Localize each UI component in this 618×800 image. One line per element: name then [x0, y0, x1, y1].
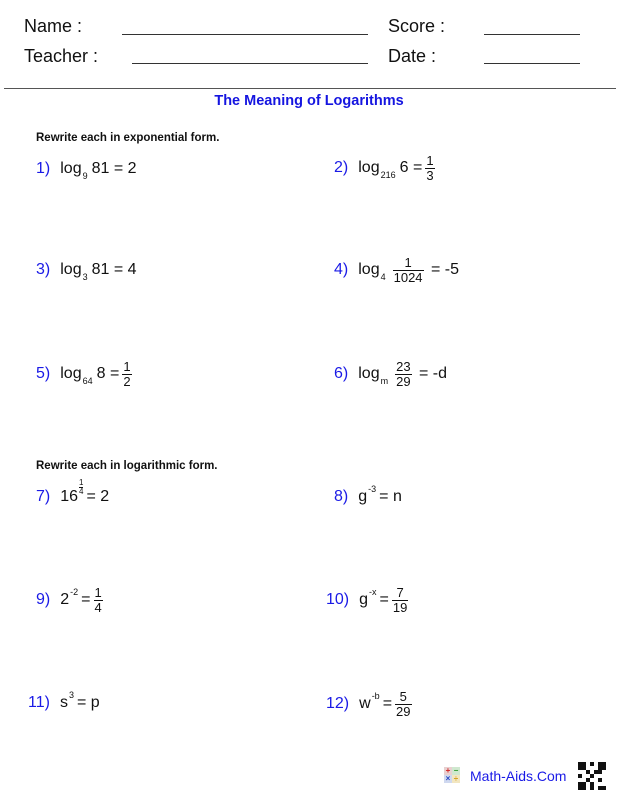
site-link[interactable]: Math-Aids.Com — [470, 768, 567, 784]
log-base: 64 — [82, 376, 93, 386]
problem-number: 4) — [334, 261, 349, 278]
log-base: m — [380, 376, 389, 386]
problem-number: 2) — [334, 159, 349, 176]
plus-glyph: + — [445, 766, 451, 775]
base: g — [359, 591, 369, 608]
denominator: 29 — [396, 373, 411, 389]
exponent: -2 — [70, 587, 79, 597]
math-aids-logo-icon — [444, 767, 460, 783]
problem-number: 7) — [36, 488, 51, 505]
problem-number: 10) — [326, 591, 350, 608]
rhs: = 4 — [113, 261, 137, 278]
log-text: log — [358, 159, 380, 176]
times-glyph: × — [445, 774, 451, 783]
denominator: 2 — [123, 373, 131, 389]
numerator: 1 — [123, 358, 131, 374]
date-field-line[interactable] — [484, 63, 580, 64]
numerator: 23 — [396, 358, 411, 374]
log-text: log — [60, 261, 82, 278]
argument-fraction — [395, 360, 411, 389]
equals: = — [382, 695, 393, 712]
exponent-fraction — [79, 479, 83, 496]
numerator: 7 — [396, 584, 404, 600]
rhs-fraction — [395, 690, 411, 719]
log-text: log — [358, 261, 380, 278]
page-title: The Meaning of Logarithms — [214, 93, 404, 109]
exponent: -b — [371, 691, 380, 701]
log-base: 9 — [82, 171, 88, 181]
header-divider — [4, 88, 616, 89]
problem-number: 9) — [36, 591, 51, 608]
score-label: Score : — [388, 16, 446, 36]
problem-10 — [326, 584, 411, 616]
problem-4 — [334, 254, 459, 286]
equals: = — [379, 591, 389, 608]
problem-5 — [36, 358, 135, 390]
problem-12 — [326, 688, 415, 720]
problem-7 — [36, 477, 110, 508]
minus-glyph: − — [453, 766, 459, 775]
numerator: 5 — [399, 688, 407, 704]
base: 2 — [60, 591, 70, 608]
rhs: = 2 — [86, 488, 110, 505]
log-argument: 8 — [96, 365, 106, 382]
teacher-label: Teacher : — [24, 46, 99, 66]
problem-number: 11) — [28, 694, 50, 711]
rhs-fraction — [425, 154, 434, 183]
log-base: 216 — [380, 170, 396, 180]
problem-1 — [36, 160, 137, 181]
base: w — [359, 695, 371, 712]
log-argument: 6 — [399, 159, 409, 176]
problem-6 — [334, 358, 447, 390]
problem-11 — [28, 692, 100, 714]
denominator: 3 — [426, 167, 434, 183]
rhs: = 2 — [113, 160, 137, 177]
argument-fraction — [393, 256, 424, 285]
denominator: 1024 — [393, 269, 423, 285]
log-text: log — [60, 365, 82, 382]
exponent: -3 — [368, 484, 377, 494]
problem-number: 6) — [334, 365, 349, 382]
numerator: 1 — [404, 254, 412, 270]
problem-number: 3) — [36, 261, 51, 278]
rhs-fraction — [94, 586, 103, 615]
equals: = — [412, 159, 423, 176]
log-argument: 81 — [91, 160, 110, 177]
problem-9 — [36, 584, 106, 616]
problem-number: 5) — [36, 365, 51, 382]
section-instruction: Rewrite each in exponential form. — [36, 132, 220, 144]
problem-number: 1) — [36, 160, 51, 177]
rhs: = -5 — [430, 261, 459, 278]
log-base: 4 — [380, 272, 386, 282]
problem-2 — [334, 152, 438, 184]
rhs: = p — [76, 694, 100, 711]
rhs-fraction — [122, 360, 131, 389]
base: s — [59, 694, 68, 711]
rhs: = -d — [419, 365, 448, 382]
date-label: Date : — [388, 46, 437, 66]
equals: = — [81, 591, 91, 608]
exponent: 3 — [68, 690, 74, 700]
log-base: 3 — [82, 272, 88, 282]
base: g — [358, 488, 368, 505]
divide-glyph: ÷ — [453, 774, 459, 783]
base: 16 — [60, 488, 79, 505]
numerator: 1 — [426, 152, 434, 168]
teacher-field-line[interactable] — [132, 63, 368, 64]
rhs-fraction — [392, 586, 408, 615]
score-field-line[interactable] — [484, 34, 580, 35]
log-text: log — [358, 365, 380, 382]
exponent: -x — [369, 587, 377, 597]
numerator: 1 — [94, 584, 102, 600]
denominator: 4 — [94, 599, 102, 615]
qr-code-icon — [578, 762, 606, 790]
denominator: 19 — [392, 599, 408, 615]
problem-3 — [36, 261, 137, 282]
equals: = — [109, 365, 120, 382]
problem-8 — [334, 486, 402, 508]
log-argument: 81 — [91, 261, 110, 278]
section-instruction: Rewrite each in logarithmic form. — [36, 460, 218, 472]
problem-number: 12) — [326, 695, 350, 712]
name-label: Name : — [24, 16, 83, 36]
denominator: 4 — [79, 486, 84, 496]
denominator: 29 — [396, 703, 411, 719]
numerator: 1 — [79, 477, 84, 487]
problem-number: 8) — [334, 488, 349, 505]
name-field-line[interactable] — [122, 34, 368, 35]
log-text: log — [60, 160, 82, 177]
rhs: = n — [379, 488, 402, 505]
